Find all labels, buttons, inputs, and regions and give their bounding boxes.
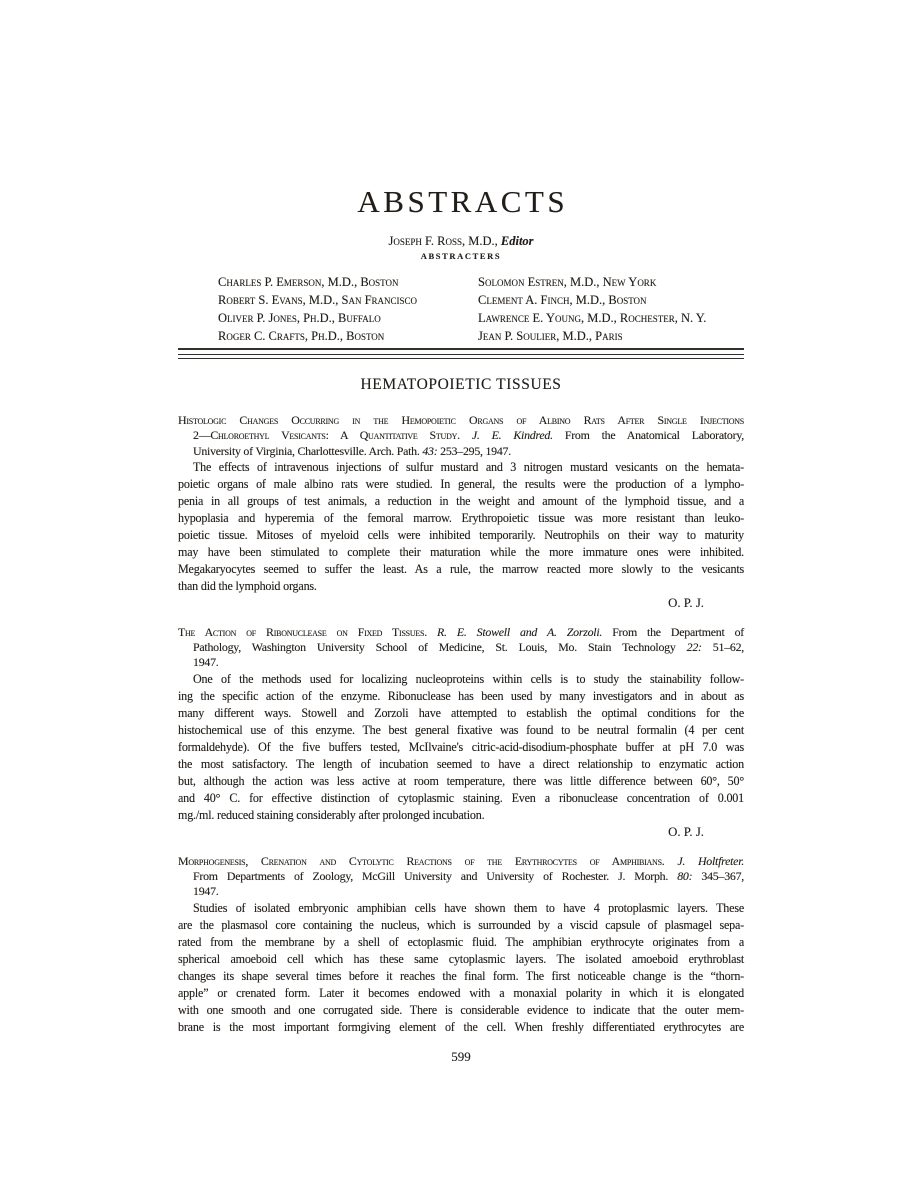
volume-number: 22:	[686, 640, 702, 655]
double-rule-divider	[178, 348, 744, 359]
rule-line	[178, 358, 744, 359]
body-line: changes its shape several times before it reaches the final form. The first noticeable change is the “thorn-	[178, 968, 744, 983]
body-line: are the plasmasol core containing the nucleus, which is surrounded by a viscid capsule of plasmagel sepa-	[178, 917, 744, 932]
section-heading: HEMATOPOIETIC TISSUES	[360, 376, 562, 393]
abstract-source: From Departments of Zoology, McGill University and University of Rochester. J. Morph.	[193, 869, 678, 884]
abstracter-name: Robert S. Evans, M.D., San Francisco	[218, 293, 418, 307]
abstract-source: From the Anatomical Laboratory,	[552, 428, 744, 443]
heading-line	[178, 444, 744, 459]
abstracter-name: Jean P. Soulier, M.D., Paris	[478, 329, 623, 343]
abstracter-initials: O. P. J.	[668, 824, 704, 839]
body-line: The effects of intravenous injections of sulfur mustard and 3 nitrogen mustard vesicants on the hemata-	[193, 459, 744, 474]
volume-number: 43:	[422, 443, 438, 458]
body-line: penia in all groups of test animals, a reduction in the weight and amount of the lymphoid tissue, and a	[178, 493, 744, 508]
abstracter-name: Roger C. Crafts, Ph.D., Boston	[218, 329, 385, 343]
body-line: formaldehyde). Of the five buffers tested, McIlvaine's citric-acid-disodium-phosphate buffer at pH 7.0 was	[178, 739, 744, 754]
body-line: and 40° C. for effective distinction of cytoplasmic staining. Even a ribonuclease concentration of 0.001	[178, 790, 744, 805]
abstract-authors: J. E. Kindred.	[471, 428, 553, 443]
abstract-source: University of Virginia, Charlottesville. Arch. Path.	[193, 443, 423, 458]
journal-abstracts-page	[178, 0, 744, 1065]
body-line: rated from the membrane by a shell of ectoplasmic fluid. The amphibian erythrocyte originates from a	[178, 934, 744, 949]
abstracters-list	[178, 273, 744, 345]
abstracter-name: Lawrence E. Young, M.D., Rochester, N. Y.	[478, 311, 707, 325]
abstract-authors: R. E. Stowell and A. Zorzoli.	[437, 624, 603, 639]
abstract-2	[178, 625, 744, 840]
abstract-1	[178, 413, 744, 611]
abstracter-name: Oliver P. Jones, Ph.D., Buffalo	[218, 311, 381, 325]
body-line: many different ways. Stowell and Zorzoli have attempted to establish the optimal conditions for the	[178, 705, 744, 720]
body-line: histochemical use of this enzyme. The best general fixative was found to be neutral formalin (4 per cent	[178, 722, 744, 737]
body-line: Studies of isolated embryonic amphibian cells have shown them to have 4 protoplasmic layers. These	[193, 900, 744, 915]
abstract-title: The Action of Ribonuclease on Fixed Tissues.	[178, 624, 438, 639]
volume-number: 80:	[677, 869, 693, 884]
rule-line	[178, 348, 744, 350]
abstract-citation: 345–367,	[692, 869, 744, 884]
heading-line	[178, 869, 744, 884]
abstracter-name: Clement A. Finch, M.D., Boston	[478, 293, 647, 307]
heading-line	[178, 413, 744, 428]
heading-line	[178, 640, 744, 655]
heading-line	[178, 625, 744, 640]
abstract-citation: 1947.	[193, 655, 219, 670]
abstract-3	[178, 854, 744, 1036]
abstracters-column-right	[478, 273, 744, 345]
editor-name: Joseph F. Ross, M.D.,	[388, 234, 498, 248]
body-line: mg./ml. reduced staining considerably after prolonged incubation.	[178, 807, 485, 822]
heading-line	[178, 428, 744, 443]
body-line: spherical amoeboid cell which has these same cytoplasmic layers. The isolated amoeboid erythroblast	[178, 951, 744, 966]
body-line: than did the lymphoid organs.	[178, 578, 317, 593]
body-line: with one smooth and one corrugated side. There is considerable evidence to indicate that the outer mem-	[178, 1002, 744, 1017]
editor-role: Editor	[500, 234, 534, 248]
body-line: but, although the action was less active at room temperature, there was little difference between 60°, 50°	[178, 773, 744, 788]
abstracter-name: Solomon Estren, M.D., New York	[478, 275, 657, 289]
abstracters-label: ABSTRACTERS	[420, 251, 502, 261]
heading-line	[178, 655, 744, 670]
abstract-title: 2—Chloroethyl Vesicants: A Quantitative Study.	[193, 428, 472, 443]
abstracters-column-left	[218, 273, 478, 345]
abstract-source: Pathology, Washington University School of Medicine, St. Louis, Mo. Stain Technology	[193, 640, 687, 655]
body-line: Megakaryocytes seemed to suffer the least. As a rule, the marrow reacted more slowly to the vesicants	[178, 561, 744, 576]
abstract-authors: J. Holtfreter.	[677, 853, 744, 868]
body-line: brane is the most important formgiving element of the cell. When freshly differentiated erythrocytes are	[178, 1019, 744, 1034]
heading-line	[178, 884, 744, 899]
abstract-citation: 253–295, 1947.	[437, 443, 511, 458]
body-line: may have been stimulated to complete their maturation while the more immature ones were inhibited.	[178, 544, 744, 559]
editor-line	[178, 233, 744, 249]
body-line: poietic organs of male albino rats were studied. In general, the results were the production of a lympho-	[178, 476, 744, 491]
body-line: apple” or crenated form. Later it becomes endowed with a monaxial polarity in which it is elongated	[178, 985, 744, 1000]
abstract-citation: 51–62,	[701, 640, 745, 655]
heading-line	[178, 854, 744, 869]
abstracter-initials: O. P. J.	[668, 595, 704, 610]
page-number: 599	[451, 1048, 471, 1064]
body-line: the most satisfactory. The length of incubation seemed to have a direct relationship to enzymatic action	[178, 756, 744, 771]
rule-line	[178, 354, 744, 355]
page-title: ABSTRACTS	[357, 184, 569, 219]
abstract-citation: 1947.	[193, 884, 219, 899]
abstract-title: Morphogenesis, Crenation and Cytolytic Reactions of the Erythrocytes of Amphibians.	[178, 853, 678, 868]
body-line: One of the methods used for localizing nucleoproteins within cells is to study the stainability follow-	[193, 671, 744, 686]
abstracter-name: Charles P. Emerson, M.D., Boston	[218, 275, 399, 289]
abstract-title: Histologic Changes Occurring in the Hemopoietic Organs of Albino Rats After Single Injections	[178, 413, 744, 427]
body-line: hypoplasia and hyperemia of the femoral marrow. Erythropoietic tissue was more resistant than leuko-	[178, 510, 744, 525]
body-line: poietic tissue. Mitoses of myeloid cells were inhibited temporarily. Neutrophils on their way to maturity	[178, 527, 744, 542]
abstract-source: From the Department of	[602, 624, 744, 639]
body-line: ing the specific action of the enzyme. Ribonuclease has been used by many investigators and in about as	[178, 688, 744, 703]
